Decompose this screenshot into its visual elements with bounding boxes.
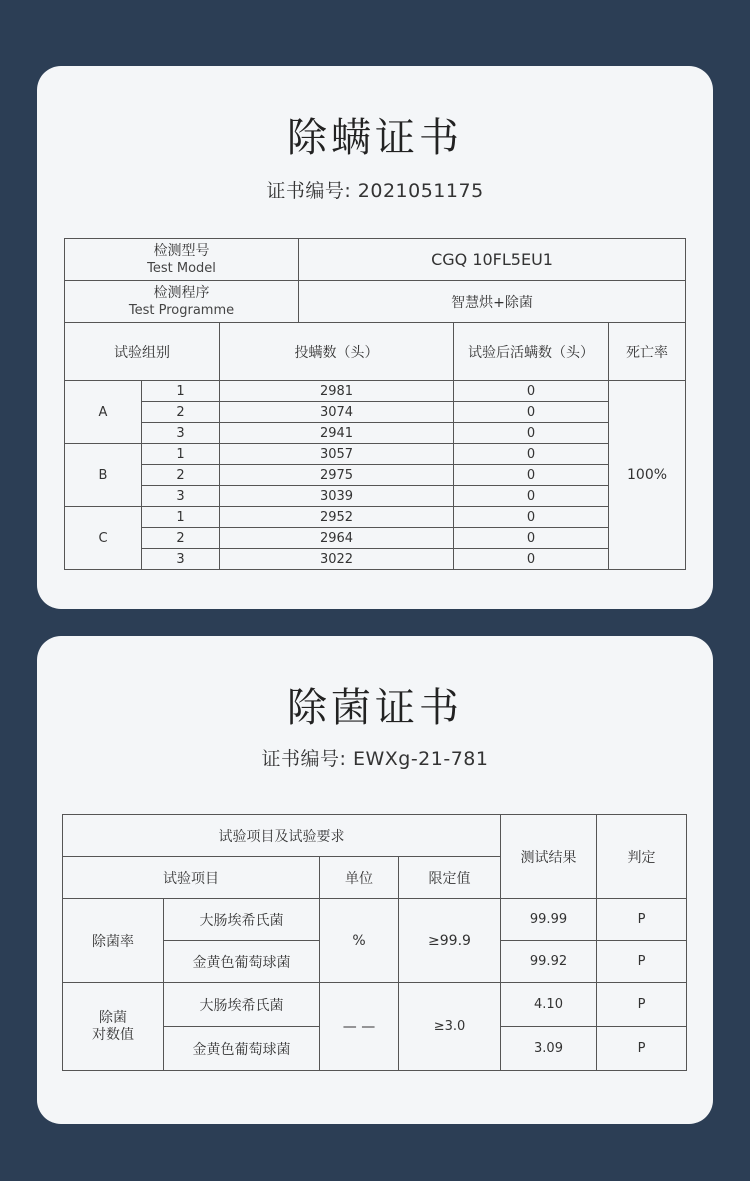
header-mortality: 死亡率 <box>609 323 686 381</box>
log-unit: — — <box>320 983 399 1071</box>
input-count: 3074 <box>220 402 454 423</box>
table-row <box>65 528 686 549</box>
header-alive-mites: 试验后活螨数（头） <box>454 323 609 381</box>
replicate-number: 3 <box>142 423 220 444</box>
input-count: 2952 <box>220 507 454 528</box>
input-count: 2941 <box>220 423 454 444</box>
alive-count: 0 <box>454 381 609 402</box>
header-judgement: 判定 <box>597 815 687 899</box>
test-result: 99.92 <box>501 941 597 983</box>
alive-count: 0 <box>454 528 609 549</box>
table-row <box>63 983 687 1027</box>
replicate-number: 1 <box>142 507 220 528</box>
log-label-line1: 除菌 <box>99 1009 127 1026</box>
replicate-number: 2 <box>142 528 220 549</box>
table-row <box>65 486 686 507</box>
mite-certificate-number: 证书编号: 2021051175 <box>266 180 484 202</box>
rate-label: 除菌率 <box>63 899 164 983</box>
bacteria-certificate-card <box>37 636 713 1124</box>
model-label-cn: 检测型号 <box>153 242 210 259</box>
group-label: C <box>65 507 142 570</box>
replicate-number: 2 <box>142 402 220 423</box>
log-limit: ≥3.0 <box>399 983 501 1071</box>
bacteria-test-table <box>62 814 687 1071</box>
programme-label-cn: 检测程序 <box>153 284 210 301</box>
bacteria-name: 大肠埃希氏菌 <box>164 983 320 1027</box>
header-item: 试验项目 <box>63 857 320 899</box>
group-label: B <box>65 444 142 507</box>
programme-label <box>65 281 299 323</box>
rate-unit: % <box>320 899 399 983</box>
replicate-number: 3 <box>142 549 220 570</box>
alive-count: 0 <box>454 507 609 528</box>
mite-certificate-title: 除螨证书 <box>287 115 463 161</box>
log-label <box>63 983 164 1071</box>
judgement: P <box>597 983 687 1027</box>
table-row <box>65 402 686 423</box>
bacteria-certificate-number: 证书编号: EWXg-21-781 <box>261 748 489 770</box>
programme-row <box>65 281 686 323</box>
table-row <box>65 465 686 486</box>
group-label: A <box>65 381 142 444</box>
judgement: P <box>597 899 687 941</box>
bacteria-name: 金黄色葡萄球菌 <box>164 941 320 983</box>
rate-limit: ≥99.9 <box>399 899 501 983</box>
alive-count: 0 <box>454 465 609 486</box>
model-value: CGQ 10FL5EU1 <box>299 239 686 281</box>
table-row <box>65 507 686 528</box>
header-result: 测试结果 <box>501 815 597 899</box>
mite-certificate-card <box>37 66 713 609</box>
table-row <box>65 423 686 444</box>
mortality-value: 100% <box>609 381 686 570</box>
input-count: 2964 <box>220 528 454 549</box>
model-row <box>65 239 686 281</box>
alive-count: 0 <box>454 444 609 465</box>
table-row <box>65 549 686 570</box>
table-row <box>65 444 686 465</box>
header-limit: 限定值 <box>399 857 501 899</box>
model-label-en: Test Model <box>147 260 216 276</box>
replicate-number: 1 <box>142 444 220 465</box>
mite-header-row <box>65 323 686 381</box>
programme-label-en: Test Programme <box>128 302 235 318</box>
alive-count: 0 <box>454 486 609 507</box>
header-group: 试验组别 <box>65 323 220 381</box>
input-count: 2975 <box>220 465 454 486</box>
alive-count: 0 <box>454 423 609 444</box>
replicate-number: 2 <box>142 465 220 486</box>
judgement: P <box>597 1027 687 1071</box>
input-count: 3039 <box>220 486 454 507</box>
programme-value: 智慧烘+除菌 <box>299 281 686 323</box>
bacteria-name: 金黄色葡萄球菌 <box>164 1027 320 1071</box>
header-items-requirements: 试验项目及试验要求 <box>63 815 501 857</box>
replicate-number: 3 <box>142 486 220 507</box>
bacteria-header-row <box>63 815 687 857</box>
judgement: P <box>597 941 687 983</box>
header-unit: 单位 <box>320 857 399 899</box>
table-row <box>63 899 687 941</box>
test-result: 4.10 <box>501 983 597 1027</box>
mite-test-table <box>64 238 686 570</box>
table-row <box>65 381 686 402</box>
input-count: 2981 <box>220 381 454 402</box>
test-result: 3.09 <box>501 1027 597 1071</box>
test-result: 99.99 <box>501 899 597 941</box>
bacteria-certificate-title: 除菌证书 <box>287 685 463 731</box>
log-label-line2: 对数值 <box>92 1026 134 1043</box>
model-label <box>65 239 299 281</box>
replicate-number: 1 <box>142 381 220 402</box>
alive-count: 0 <box>454 549 609 570</box>
bacteria-name: 大肠埃希氏菌 <box>164 899 320 941</box>
input-count: 3057 <box>220 444 454 465</box>
alive-count: 0 <box>454 402 609 423</box>
input-count: 3022 <box>220 549 454 570</box>
header-input-mites: 投螨数（头） <box>220 323 454 381</box>
